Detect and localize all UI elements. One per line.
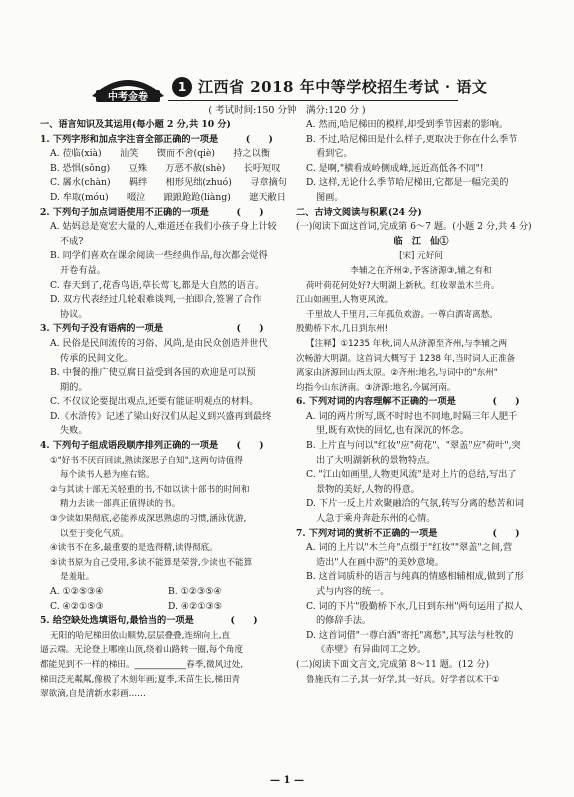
- text-line: C. 词的下片"殷勤桥下水,几日到东州"两句运用了拟人: [306, 600, 523, 612]
- text-line: 4. 下列句子组成语段顺序排列正确的一项是 ( ): [40, 440, 264, 452]
- text-line: 协议。: [60, 308, 88, 320]
- text-line: 千里故人千里月,三年孤负欢游。一尊白酒寄离愁。: [306, 309, 498, 320]
- text-line: A. 词的上片以"木兰舟"点缀于"红妆""翠盖"之间,营: [306, 542, 513, 554]
- text-line: 每个读书人悬为座右铭。: [60, 470, 155, 481]
- text-line: 以至于变化气质。: [60, 528, 129, 539]
- text-line: B. 上片直与问以"红妆"应"荷花"、"翠盖"应"荷叶",突: [306, 440, 521, 452]
- text-line: D. 这首词借"一尊白酒"寄托"离愁",其写法与杜牧的: [306, 629, 514, 641]
- text-line: A. 姑妈总是宽宏大量的人,难道还在我们小孩子身上计较: [50, 221, 277, 233]
- text-line: 【注释】①1235 年秋,词人从济源至齐州,与李辅之两: [306, 338, 508, 349]
- text-line: 5. 给空缺处选填语句,最恰当的一项是 ( ): [40, 615, 258, 627]
- text-line: A. ①②⑤③④ B. ①②③⑤④: [50, 586, 222, 597]
- page-number: — 1 —: [270, 775, 304, 786]
- text-line: (一)阅读下面这首词,完成第 6～7 题。(小题 2 分,共 4 分): [296, 221, 532, 233]
- text-line: ④读书不在多,最重要的是选得精,读得彻底。: [50, 543, 218, 554]
- text-line: D. 双方代表经过几轮艰难谈判,一拍即合,签署了合作: [50, 294, 262, 306]
- text-line: B. 恐惧(sǒng) 豆殊 万恶不赦(shè) 长吁短叹: [50, 162, 281, 174]
- text-line: 李辅之在齐州②,予客济源③,辅之有和: [350, 265, 492, 276]
- text-line: 是羞耻。: [60, 572, 95, 583]
- text-line: 期的。: [60, 381, 88, 393]
- text-line: 翠欲滴,自是清新水彩画……: [40, 689, 146, 700]
- text-line: C. 羼水(chàn) 羁绊 相形见绌(zhuó) 寻章摘句: [50, 177, 287, 189]
- text-line: 均指今山东济南。③济源:地名,今属河南。: [296, 382, 456, 393]
- text-line: 人急于乘舟奔赴东州的心情。: [316, 513, 436, 525]
- text-line: B. 不过,哈尼梯田是什么样子,更取决于你在什么季节: [306, 133, 518, 145]
- text-line: ①"好书不厌百回读,熟读深思子自知",这两句诗值得: [50, 455, 243, 466]
- text-line: D. 下片一反上片欢聚融洽的气氛,转写分离的愁苦和词: [306, 498, 524, 510]
- text-line: 失败。: [60, 425, 88, 437]
- text-line: 1. 下列字形和加点字注音全部正确的一项是 ( ): [40, 133, 273, 145]
- text-line: 7. 下列对词的赏析不正确的一项是 ( ): [296, 527, 520, 539]
- text-line: C. 是啊,"横看成岭侧成峰,远近高低各不同"!: [306, 162, 484, 174]
- zhongkao-jinjuan-logo: [88, 70, 168, 104]
- exam-title: 江西省 2018 年中等学校招生考试 · 语文: [198, 78, 488, 96]
- text-line: C. 春天到了,花香鸟语,草长莺飞,都是大自然的语言。: [50, 279, 265, 291]
- text-line: 梯田泛光粼粼,像极了木刻年画;夏季,禾苗生长,梯田青: [40, 674, 241, 685]
- text-line: 次畅游大明湖。这首词大概写于 1238 年,当时词人正准备: [296, 353, 516, 364]
- text-line: ②与其读十部无关轻重的书,不如以读十部书的时间和: [50, 484, 250, 495]
- text-line: C. 不仅议论要提出观点,还要有能证明观点的材料。: [50, 396, 259, 408]
- text-line: 殷勤桥下水,几日到东州!: [296, 324, 389, 335]
- text-line: 6. 下列对词的内容理解不正确的一项是 ( ): [296, 396, 520, 408]
- text-line: [宋] 元好问: [399, 251, 443, 262]
- text-line: 逼云端。无论登上哪座山顶,绕着山路转一圈,每个角度: [40, 645, 244, 656]
- text-line: 2. 下列句子加点词语使用不正确的一项是 ( ): [40, 206, 264, 218]
- left-column: [40, 118, 292, 702]
- text-line: 3. 下列句子没有语病的一项是 ( ): [40, 323, 264, 335]
- text-line: C. "江山如画里,人物更风流"是对上片的总结,写出了: [306, 469, 517, 481]
- text-line: 景物的美好,人物的得意。: [316, 483, 420, 495]
- exam-time-score: ( 考试时间:150 分钟 满分:120 分 ): [208, 105, 366, 116]
- text-line: 不成?: [60, 235, 84, 247]
- text-line: A. 然而,哈尼梯田的模样,却受到季节因素的影响。: [306, 119, 509, 130]
- text-line: 看到它。: [316, 148, 353, 160]
- text-line: ③少读如果彻底,必能养成深思熟虑的习惯,涵泳优游,: [50, 514, 247, 525]
- text-line: A. 词的两片所写,既不时时也不同地,时隔三年人肥千: [306, 410, 518, 422]
- text-line: 里,既有欢快的回忆,也有深沉的怀念。: [316, 425, 469, 437]
- text-line: D.《水浒传》记述了梁山好汉们从起义到兴盛再到最终: [50, 410, 272, 422]
- text-line: D. 牟取(móu) 啜泣 踉踉跄跄(liàng) 遮天敝日: [50, 191, 286, 203]
- text-line: 式与内容的统一。: [316, 586, 390, 597]
- text-line: A. 民俗是民间流传的习俗、风尚,是由民众创造并世代: [50, 337, 268, 349]
- right-column: [296, 118, 546, 687]
- text-line: 造出"人在画中游"的美妙意境。: [316, 556, 444, 568]
- text-line: 传承的民间文化。: [60, 352, 134, 364]
- text-line: C. ④②①⑤③ D. ④②①③⑤: [50, 600, 223, 612]
- text-line: 二、古诗文阅读与积累(24 分): [296, 206, 422, 218]
- text-line: 出了大明湖新秋的景物特点。: [316, 454, 436, 466]
- text-line: 江山如画里,人物更风流。: [296, 295, 394, 306]
- text-line: B. 这首词质朴的语言与纯真的情感相辅相成,做到了形: [306, 571, 524, 583]
- text-line: 无阳的哈尼梯田依山顺势,层层叠叠,连绵向上,直: [50, 630, 231, 641]
- text-line: 荷叶荷花何处好?大明湖上新秋。红妆翠盖木兰舟。: [306, 280, 500, 291]
- text-line: (二)阅读下面文言文,完成第 8～11 题。(12 分): [296, 658, 490, 670]
- exam-header: [88, 70, 488, 104]
- text-line: 《赤壁》有异曲同工之妙。: [316, 644, 427, 656]
- text-line: 鲁施氏有二子,其一好学,其一好兵。好学者以术干①: [306, 674, 500, 685]
- text-line: 一、语言知识及其运用(每小题 2 分,共 10 分): [40, 119, 231, 130]
- text-line: D. 这样,无论什么季节哈尼梯田,它都是一幅完美的: [306, 177, 509, 189]
- text-line: B. 中餐的推广使豆腐日益受到各国的欢迎是可以预: [50, 367, 256, 379]
- text-line: 都能见到不一样的梯田。____________春季,微风过处,: [40, 659, 244, 670]
- text-line: A. 莅临(xià) 汕笑 锲而不舍(qiè) 持之以衡: [50, 148, 271, 160]
- exam-number-badge: 1: [172, 77, 192, 97]
- text-line: 临 江 仙①: [393, 235, 449, 247]
- text-line: 开卷有益。: [60, 264, 106, 276]
- title-underline: [168, 100, 458, 101]
- text-line: 图画。: [316, 191, 344, 203]
- text-line: 离家由济源回山西太原。②齐州:地名,与词中的"东州": [296, 368, 498, 379]
- svg-text:中考金卷: 中考金卷: [108, 92, 148, 103]
- text-line: 的修辞手法。: [316, 615, 372, 627]
- text-line: B. 同学们喜欢在课余阅读一些经典作品,每次都会觉得: [50, 250, 268, 262]
- text-line: ⑤读书原为自己受用,多读不能算是荣誉,少读也不能算: [50, 557, 253, 568]
- text-line: 精力去读一部真正值得读的书。: [60, 499, 181, 510]
